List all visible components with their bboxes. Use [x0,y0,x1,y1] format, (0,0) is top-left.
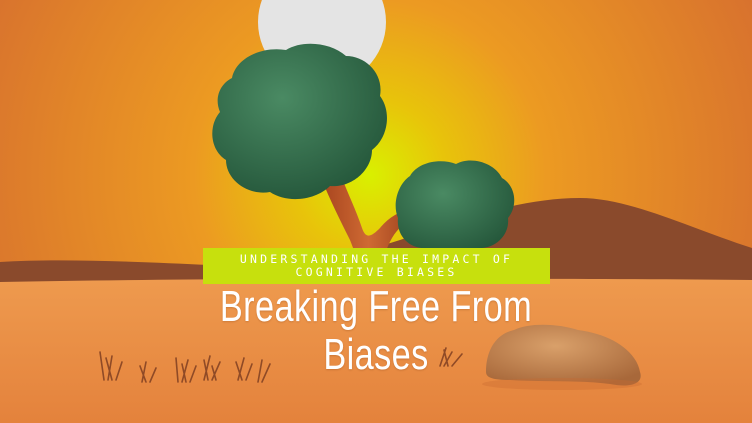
subtitle-band [203,248,550,284]
subtitle-text: UNDERSTANDING THE IMPACT OF COGNITIVE BIASES [239,252,514,279]
page-title [176,283,575,379]
title-line-2: Biases [323,330,429,379]
title-line-1: Breaking Free From [219,282,533,331]
